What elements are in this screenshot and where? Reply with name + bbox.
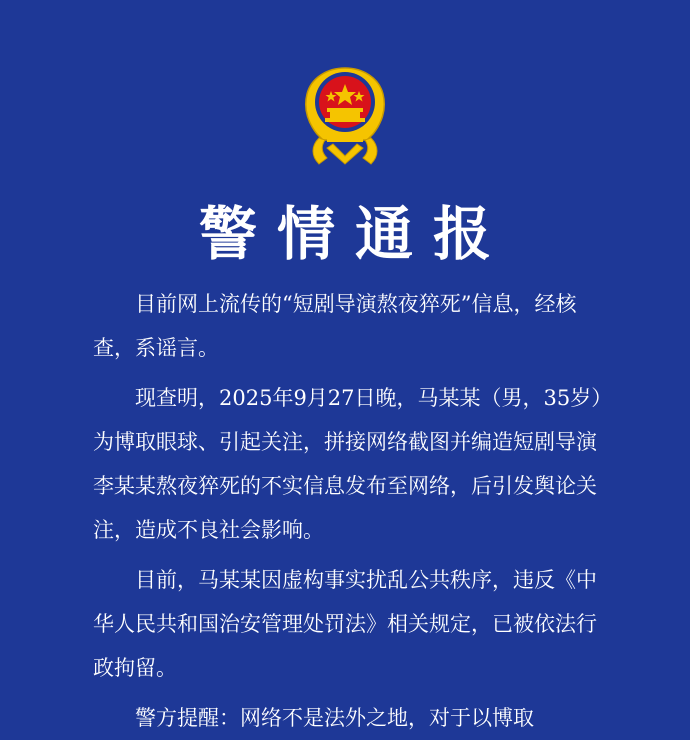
notice-title: 警情通报 xyxy=(198,200,511,268)
notice-paragraph: 目前网上流传的“短剧导演熬夜猝死”信息，经核查，系谣言。 xyxy=(93,292,577,360)
notice-paragraph: 现查明，2025年9月27日晚，马某某（男，35岁）为博取眼球、引起关注，拼接网络截图并编造短剧导演李某某熬夜猝死的不实信息发布至网络，后引发舆论关注，造成不良社会影响。 xyxy=(93,386,602,542)
police-emblem-icon xyxy=(297,64,393,168)
notice-body xyxy=(93,282,605,740)
notice-paragraph: 警方提醒：网络不是法外之地，对于以博取 xyxy=(135,706,534,730)
notice-paragraph: 目前，马某某因虚构事实扰乱公共秩序，违反《中华人民共和国治安管理处罚法》相关规定，已被依法行政拘留。 xyxy=(93,568,597,680)
